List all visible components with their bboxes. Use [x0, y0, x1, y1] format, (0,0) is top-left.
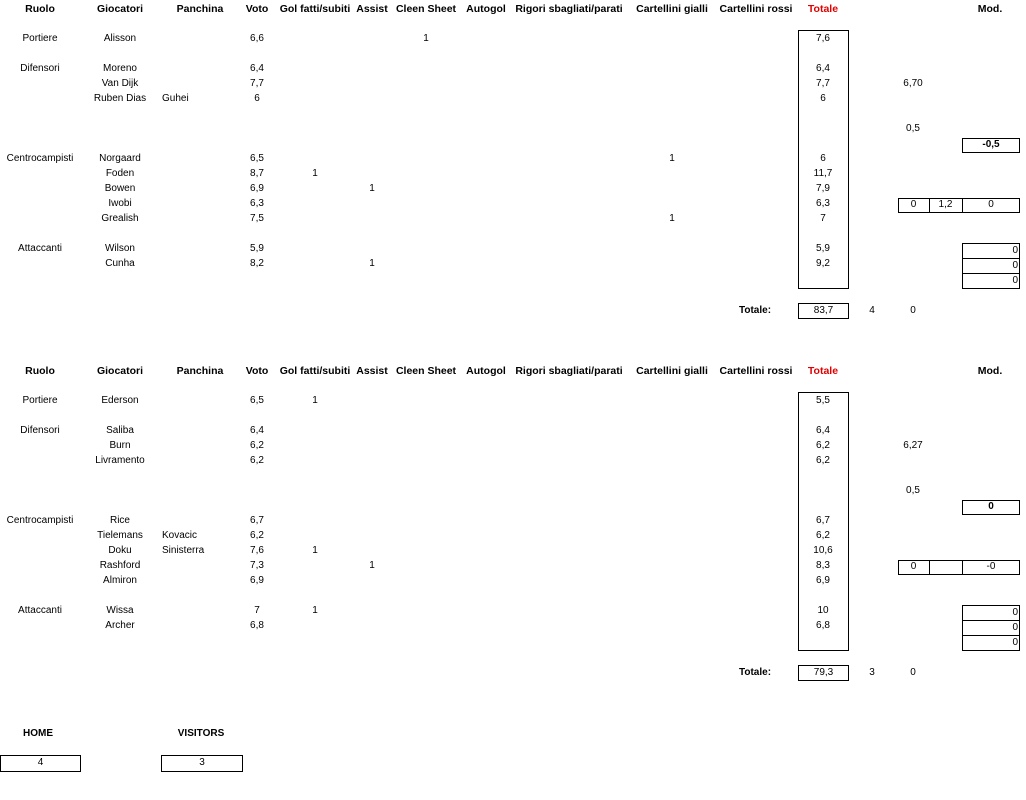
- team1-mid-row-cell: 0: [988, 199, 994, 210]
- team1-role-attaccanti: Attaccanti: [18, 243, 62, 254]
- team2-player-gol: 1: [312, 545, 318, 556]
- team1-player-gol: 1: [312, 168, 318, 179]
- team1-att-mod-value: 0: [1012, 260, 1018, 271]
- team2-player-totale: 8,3: [816, 560, 830, 571]
- team2-player-gol: 1: [312, 395, 318, 406]
- team1-player-assist: 1: [369, 183, 375, 194]
- team1-mid-row-cell: 1,2: [938, 199, 953, 210]
- team2-mod-value: 0: [988, 501, 994, 512]
- team1-player-voto: 7,5: [250, 213, 264, 224]
- team1-player-name: Bowen: [104, 183, 136, 194]
- team1-player-voto: 8,7: [250, 168, 264, 179]
- team2-player-bench: Kovacic: [162, 530, 198, 541]
- team1-mid-row-cell: 0: [910, 199, 917, 210]
- team2-header-cleen_sheet: Cleen Sheet: [395, 365, 457, 377]
- home-label: HOME: [23, 728, 53, 739]
- team2-player-voto: 7: [254, 605, 260, 616]
- team2-player-totale: 6,2: [816, 530, 830, 541]
- team2-mid-row-cell: -0: [986, 561, 996, 572]
- team1-att-mod-value: 0: [1012, 275, 1018, 286]
- team2-player-totale: 6,2: [816, 455, 830, 466]
- team2-header-mod: Mod.: [977, 365, 1003, 377]
- team2-att-mod-value: 0: [1012, 637, 1018, 648]
- team1-mod-value: -0,5: [982, 139, 1000, 150]
- team2-player-name: Almiron: [103, 575, 137, 586]
- team2-header-voto: Voto: [245, 365, 269, 377]
- team2-header-gol: Gol fatti/subiti: [279, 365, 351, 377]
- team2-header-rigori: Rigori sbagliati/parati: [515, 365, 623, 377]
- team1-player-totale: 7: [820, 213, 826, 224]
- team1-player-name: Norgaard: [99, 153, 141, 164]
- team1-player-name: Foden: [105, 168, 135, 179]
- team2-player-totale: 6,4: [816, 425, 830, 436]
- team2-player-totale: 6,7: [816, 515, 830, 526]
- team2-player-totale: 6,2: [816, 440, 830, 451]
- team2-player-name: Livramento: [95, 455, 145, 466]
- team1-header-ruolo: Ruolo: [25, 3, 55, 15]
- team1-header-rossi: Cartellini rossi: [719, 3, 793, 15]
- team2-header-ruolo: Ruolo: [25, 365, 55, 377]
- team1-totale-column-box: [798, 30, 849, 289]
- team2-extra: 0: [910, 667, 916, 678]
- team1-goals: 4: [869, 305, 875, 316]
- team2-player-totale: 6,8: [816, 620, 830, 631]
- team1-player-name: Moreno: [103, 63, 137, 74]
- team1-totale-label: Totale:: [739, 305, 772, 316]
- team1-player-gialli: 1: [669, 153, 675, 164]
- team2-mid-row-divider: [929, 560, 930, 575]
- team1-player-assist: 1: [369, 258, 375, 269]
- team1-player-totale: 6,4: [816, 63, 830, 74]
- team1-header-assist: Assist: [356, 3, 388, 15]
- team1-player-voto: 6: [254, 93, 260, 104]
- team2-role-portiere: Portiere: [22, 395, 58, 406]
- team1-player-name: Cunha: [105, 258, 135, 269]
- team1-extra: 0: [910, 305, 916, 316]
- team1-player-cleen-sheet: 1: [423, 33, 429, 44]
- team1-player-totale: 9,2: [816, 258, 830, 269]
- team2-def-avg: 6,27: [903, 440, 923, 451]
- team1-player-totale: 7,7: [816, 78, 830, 89]
- team2-player-voto: 7,6: [250, 545, 264, 556]
- team2-att-mod-value: 0: [1012, 622, 1018, 633]
- team1-player-totale: 11,7: [813, 168, 833, 179]
- team2-player-totale: 5,5: [816, 395, 830, 406]
- team1-player-totale: 6: [820, 153, 826, 164]
- team1-player-name: Alisson: [103, 33, 137, 44]
- team1-header-panchina: Panchina: [176, 3, 224, 15]
- team1-player-gialli: 1: [669, 213, 675, 224]
- team2-header-totale: Totale: [807, 365, 839, 377]
- team1-player-totale: 7,6: [816, 33, 830, 44]
- team2-player-voto: 6,2: [250, 530, 264, 541]
- team1-player-bench: Guhei: [162, 93, 189, 104]
- team1-totale-value: 83,7: [813, 305, 834, 316]
- team2-totale-value: 79,3: [813, 667, 834, 678]
- team1-header-gialli: Cartellini gialli: [636, 3, 708, 15]
- team2-role-difensori: Difensori: [20, 425, 60, 436]
- team1-header-totale: Totale: [807, 3, 839, 15]
- team2-player-voto: 6,2: [250, 455, 264, 466]
- team2-mod-bonus: 0,5: [906, 485, 920, 496]
- team1-header-gol: Gol fatti/subiti: [279, 3, 351, 15]
- team1-header-rigori: Rigori sbagliati/parati: [515, 3, 623, 15]
- team2-player-voto: 6,8: [250, 620, 264, 631]
- team2-header-rossi: Cartellini rossi: [719, 365, 793, 377]
- team1-att-mod-value: 0: [1012, 245, 1018, 256]
- team2-player-voto: 6,2: [250, 440, 264, 451]
- team1-player-totale: 7,9: [816, 183, 830, 194]
- team1-player-voto: 6,4: [250, 63, 264, 74]
- team1-player-name: Grealish: [101, 213, 139, 224]
- team1-player-voto: 7,7: [250, 78, 264, 89]
- team2-totale-column-box: [798, 392, 849, 651]
- team2-player-name: Ederson: [101, 395, 139, 406]
- team1-mod-bonus: 0,5: [906, 123, 920, 134]
- team2-player-voto: 6,4: [250, 425, 264, 436]
- team2-player-name: Doku: [108, 545, 132, 556]
- team2-att-mod-value: 0: [1012, 607, 1018, 618]
- team1-player-voto: 6,9: [250, 183, 264, 194]
- team1-header-cleen_sheet: Cleen Sheet: [395, 3, 457, 15]
- team2-player-gol: 1: [312, 605, 318, 616]
- team1-header-autogol: Autogol: [466, 3, 506, 15]
- team1-player-name: Iwobi: [108, 198, 132, 209]
- team2-player-assist: 1: [369, 560, 375, 571]
- visitors-label: VISITORS: [177, 728, 225, 739]
- team2-player-voto: 6,7: [250, 515, 264, 526]
- team2-goals: 3: [869, 667, 875, 678]
- team2-player-name: Burn: [109, 440, 131, 451]
- team2-mid-row-cell: 0: [910, 561, 917, 572]
- team2-player-totale: 10,6: [813, 545, 833, 556]
- team2-player-name: Saliba: [106, 425, 134, 436]
- team1-player-name: Wilson: [104, 243, 136, 254]
- team2-header-giocatori: Giocatori: [96, 365, 144, 377]
- team2-player-name: Rashford: [99, 560, 141, 571]
- team2-role-attaccanti: Attaccanti: [18, 605, 62, 616]
- team1-player-totale: 6,3: [816, 198, 830, 209]
- team2-player-totale: 6,9: [816, 575, 830, 586]
- team1-player-totale: 6: [820, 93, 826, 104]
- team2-player-voto: 7,3: [250, 560, 264, 571]
- team1-header-mod: Mod.: [977, 3, 1003, 15]
- team1-player-voto: 6,5: [250, 153, 264, 164]
- team2-player-bench: Sinisterra: [162, 545, 205, 556]
- team1-player-name: Ruben Dias: [93, 93, 147, 104]
- team1-role-portiere: Portiere: [22, 33, 58, 44]
- team2-player-name: Rice: [109, 515, 131, 526]
- team1-player-voto: 6,3: [250, 198, 264, 209]
- team2-header-assist: Assist: [356, 365, 388, 377]
- team1-header-voto: Voto: [245, 3, 269, 15]
- home-value: 4: [37, 757, 44, 768]
- team2-header-autogol: Autogol: [466, 365, 506, 377]
- team2-header-panchina: Panchina: [176, 365, 224, 377]
- team2-player-voto: 6,5: [250, 395, 264, 406]
- team1-role-difensori: Difensori: [20, 63, 60, 74]
- team1-player-voto: 5,9: [250, 243, 264, 254]
- team2-player-name: Archer: [105, 620, 135, 631]
- team2-player-name: Tielemans: [97, 530, 143, 541]
- team2-role-centrocampisti: Centrocampisti: [6, 515, 74, 526]
- team2-header-gialli: Cartellini gialli: [636, 365, 708, 377]
- team2-player-totale: 10: [817, 605, 829, 616]
- team1-header-giocatori: Giocatori: [96, 3, 144, 15]
- team1-player-voto: 6,6: [250, 33, 264, 44]
- team2-totale-label: Totale:: [739, 667, 772, 678]
- team1-player-name: Van Dijk: [101, 78, 139, 89]
- team1-player-totale: 5,9: [816, 243, 830, 254]
- team2-player-name: Wissa: [106, 605, 134, 616]
- team1-role-centrocampisti: Centrocampisti: [6, 153, 74, 164]
- team1-def-avg: 6,70: [903, 78, 923, 89]
- visitors-value: 3: [199, 757, 205, 768]
- team1-player-voto: 8,2: [250, 258, 264, 269]
- team2-player-voto: 6,9: [250, 575, 264, 586]
